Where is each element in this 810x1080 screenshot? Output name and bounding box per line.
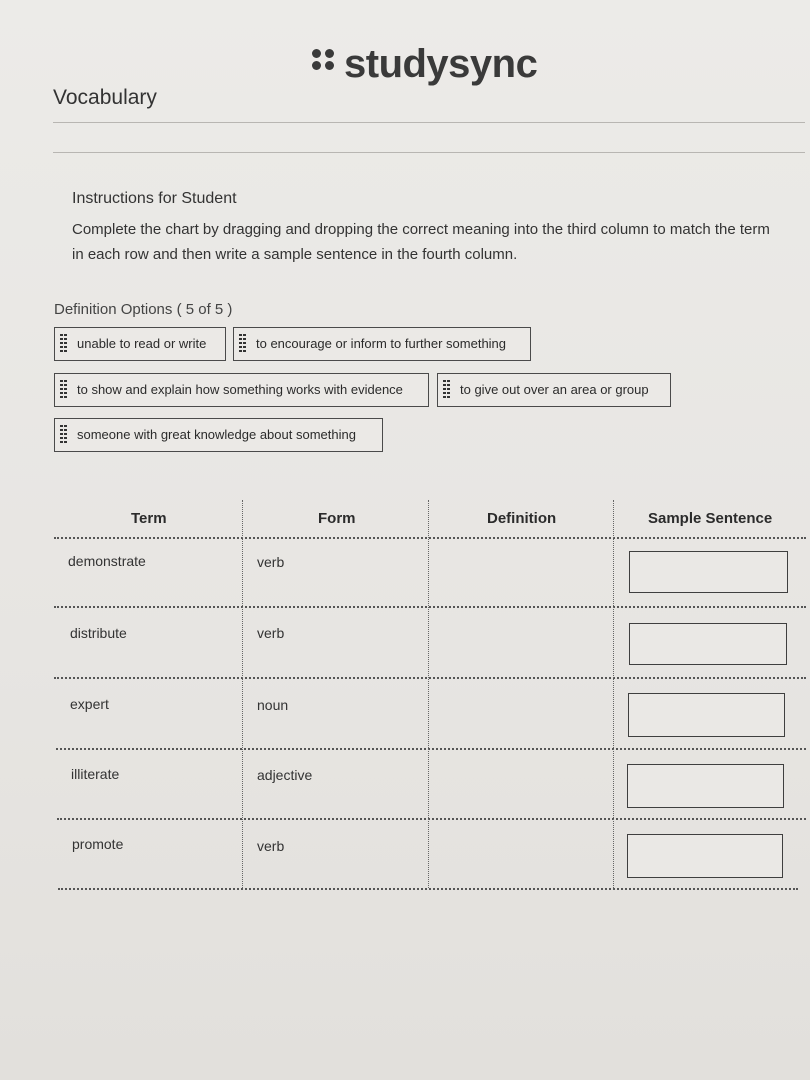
form-cell: verb <box>257 838 285 854</box>
definition-drop-zone[interactable] <box>432 752 610 816</box>
form-cell: noun <box>257 697 289 713</box>
drag-handle-icon[interactable] <box>60 380 67 400</box>
definition-drop-zone[interactable] <box>432 822 610 886</box>
column-header-sample-sentence: Sample Sentence <box>648 510 773 527</box>
definition-option-chip[interactable] <box>233 327 531 361</box>
form-cell: verb <box>257 625 285 641</box>
instructions-heading: Instructions for Student <box>72 190 237 207</box>
definition-drop-zone[interactable] <box>432 610 610 674</box>
definition-drop-zone[interactable] <box>432 681 610 745</box>
sample-sentence-input[interactable] <box>627 764 784 808</box>
drag-handle-icon[interactable] <box>443 380 450 400</box>
sample-sentence-input[interactable] <box>628 693 785 737</box>
table-divider <box>56 748 806 750</box>
column-header-form: Form <box>318 510 356 527</box>
sample-sentence-input[interactable] <box>629 551 788 593</box>
drag-handle-icon[interactable] <box>60 425 67 445</box>
term-cell: distribute <box>70 625 127 641</box>
column-divider <box>428 500 429 888</box>
definition-option-label: unable to read or write <box>77 336 207 351</box>
definition-option-label: to encourage or inform to further something <box>256 336 507 351</box>
table-divider <box>54 677 806 679</box>
definition-option-label: to show and explain how something works with evidence <box>77 382 403 397</box>
definition-option-label: someone with great knowledge about something <box>77 427 356 442</box>
studysync-logo <box>312 42 537 87</box>
sample-sentence-input[interactable] <box>629 623 787 665</box>
form-cell: verb <box>257 554 285 570</box>
form-cell: adjective <box>257 767 313 783</box>
term-cell: promote <box>72 836 124 852</box>
table-divider <box>57 818 806 820</box>
term-cell: demonstrate <box>68 553 146 569</box>
page-title: Vocabulary <box>53 86 157 109</box>
term-cell: illiterate <box>71 766 120 782</box>
drag-handle-icon[interactable] <box>60 334 67 354</box>
definition-option-chip[interactable] <box>54 373 429 407</box>
column-divider <box>613 500 614 888</box>
table-divider <box>54 606 806 608</box>
drag-handle-icon[interactable] <box>239 334 246 354</box>
divider <box>53 122 805 123</box>
table-divider <box>54 537 806 539</box>
column-header-term: Term <box>131 510 167 527</box>
column-header-definition: Definition <box>487 510 557 527</box>
definition-drop-zone[interactable] <box>432 540 610 604</box>
table-divider <box>58 888 798 890</box>
definition-options-heading: Definition Options ( 5 of 5 ) <box>54 301 233 318</box>
logo-dots-icon <box>312 49 338 75</box>
logo-text: studysync <box>344 42 538 86</box>
definition-option-chip[interactable] <box>437 373 671 407</box>
definition-option-chip[interactable] <box>54 418 383 452</box>
divider <box>53 152 805 153</box>
instructions-body: Complete the chart by dragging and dropping the correct meaning into the third column to match the term in each row and then write a sample sentence in the fourth column. <box>72 221 770 263</box>
column-divider <box>242 500 243 888</box>
definition-option-label: to give out over an area or group <box>460 382 649 397</box>
term-cell: expert <box>70 696 109 712</box>
definition-option-chip[interactable] <box>54 327 226 361</box>
sample-sentence-input[interactable] <box>627 834 783 878</box>
